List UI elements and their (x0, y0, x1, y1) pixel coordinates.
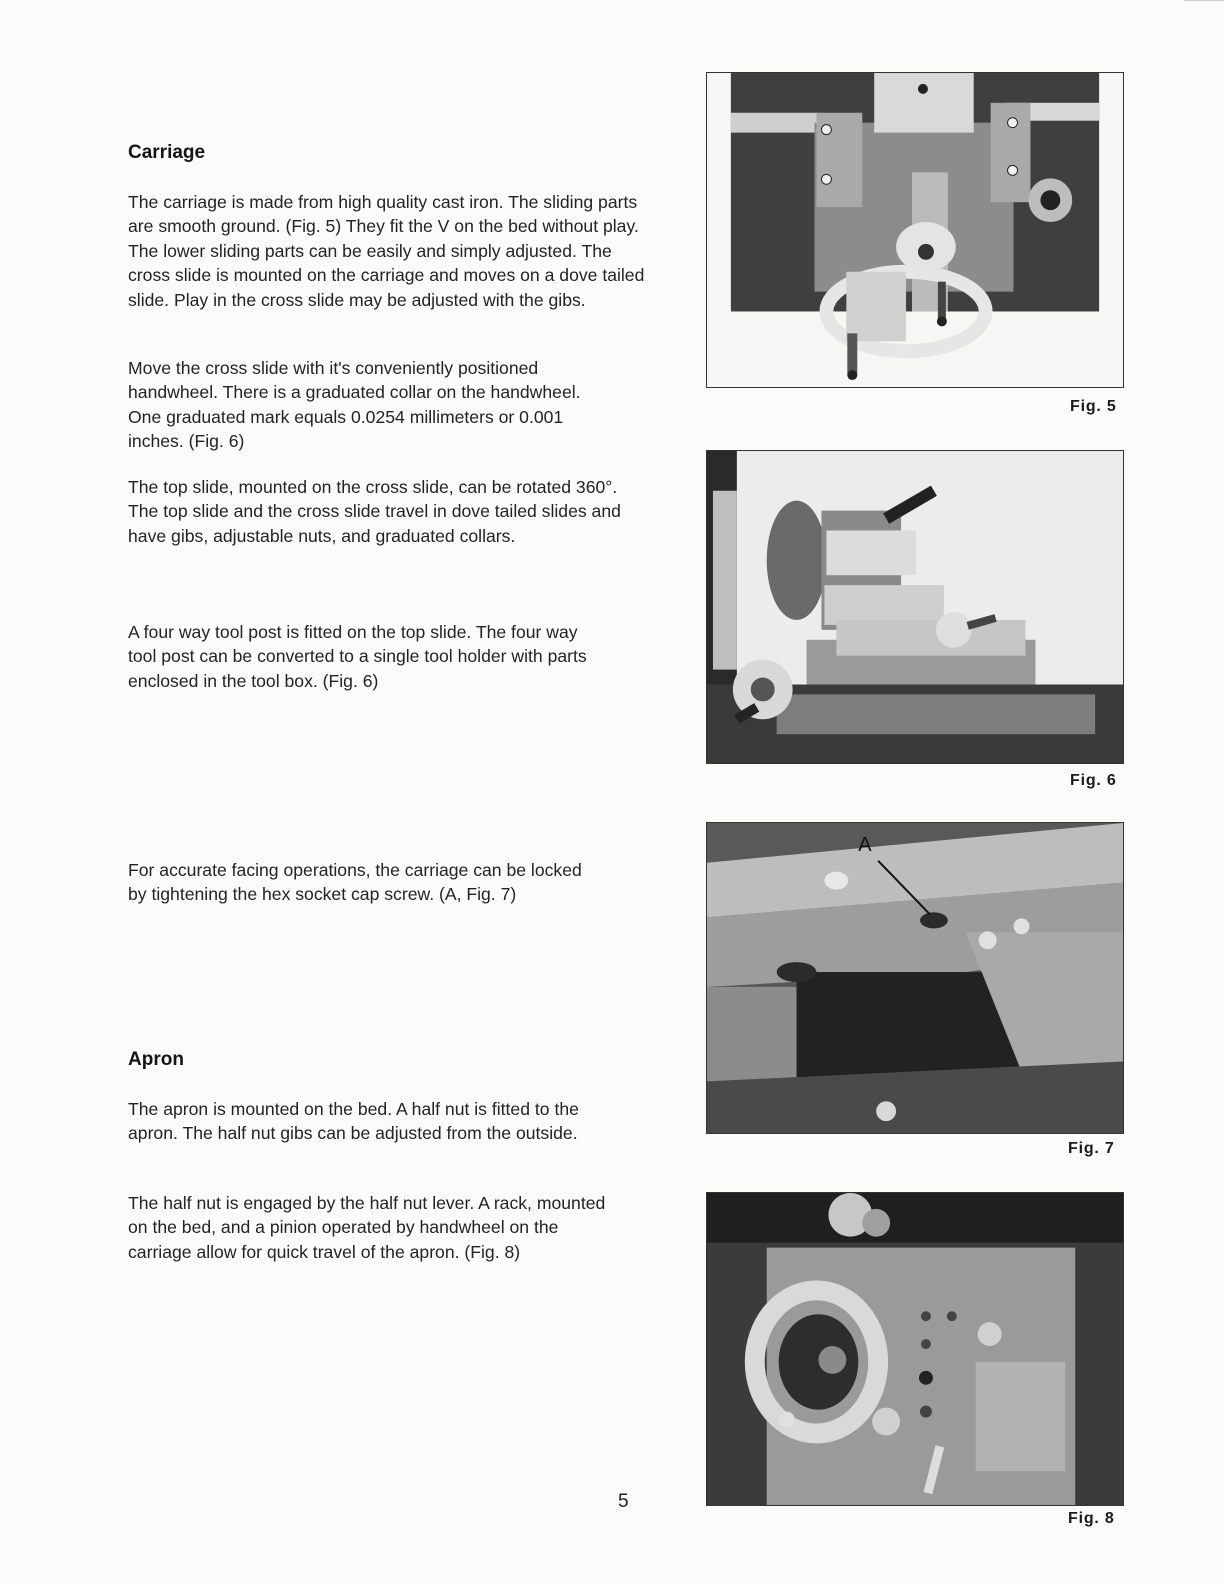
fig7-caption: Fig. 7 (1068, 1140, 1115, 1157)
fig6-photo (706, 450, 1124, 764)
carriage-paragraph-4: A four way tool post is fitted on the top slide. The four way tool post can be converted to a single tool holder with parts enclosed in the tool box. (Fig. 6) (128, 622, 587, 691)
carriage-heading: Carriage (128, 142, 206, 163)
apron-paragraph-2: The half nut is engaged by the half nut lever. A rack, mounted on the bed, and a pinion operated by handwheel on the carriage allow for quick travel of the apron. (Fig. 8) (128, 1193, 606, 1262)
fig5-photo (706, 72, 1124, 388)
carriage-paragraph-2: Move the cross slide with it's conveniently positioned handwheel. There is a graduated collar on the handwheel. One graduated mark equals 0.0254 millimeters or 0.001 inches. (Fig. 6) (128, 358, 581, 452)
fig7-callout-a: A (858, 833, 872, 856)
fig6-caption: Fig. 6 (1070, 772, 1117, 789)
carriage-paragraph-1: The carriage is made from high quality cast iron. The sliding parts are smooth ground. (Fig. 5) They fit the V on the bed without play. The lower sliding parts can be easily and simply adjusted. The cross slide is mounted on the carriage and moves on a dove tailed slide. Play in the cross slide may be adjusted with the gibs. (128, 192, 645, 310)
fig8-photo (706, 1192, 1124, 1506)
scan-edge (1184, 0, 1224, 15)
apron-paragraph-1: The apron is mounted on the bed. A half nut is fitted to the apron. The half nut gibs can be adjusted from the outside. (128, 1099, 579, 1144)
fig8-caption: Fig. 8 (1068, 1510, 1115, 1527)
fig7-photo (706, 822, 1124, 1134)
carriage-paragraph-5: For accurate facing operations, the carriage can be locked by tightening the hex socket cap screw. (A, Fig. 7) (128, 860, 582, 905)
apron-heading: Apron (128, 1049, 184, 1070)
fig5-caption: Fig. 5 (1070, 398, 1117, 415)
carriage-paragraph-3: The top slide, mounted on the cross slide, can be rotated 360°. The top slide and the cross slide travel in dove tailed slides and have gibs, adjustable nuts, and graduated collars. (128, 477, 621, 546)
page-number: 5 (618, 1491, 629, 1512)
